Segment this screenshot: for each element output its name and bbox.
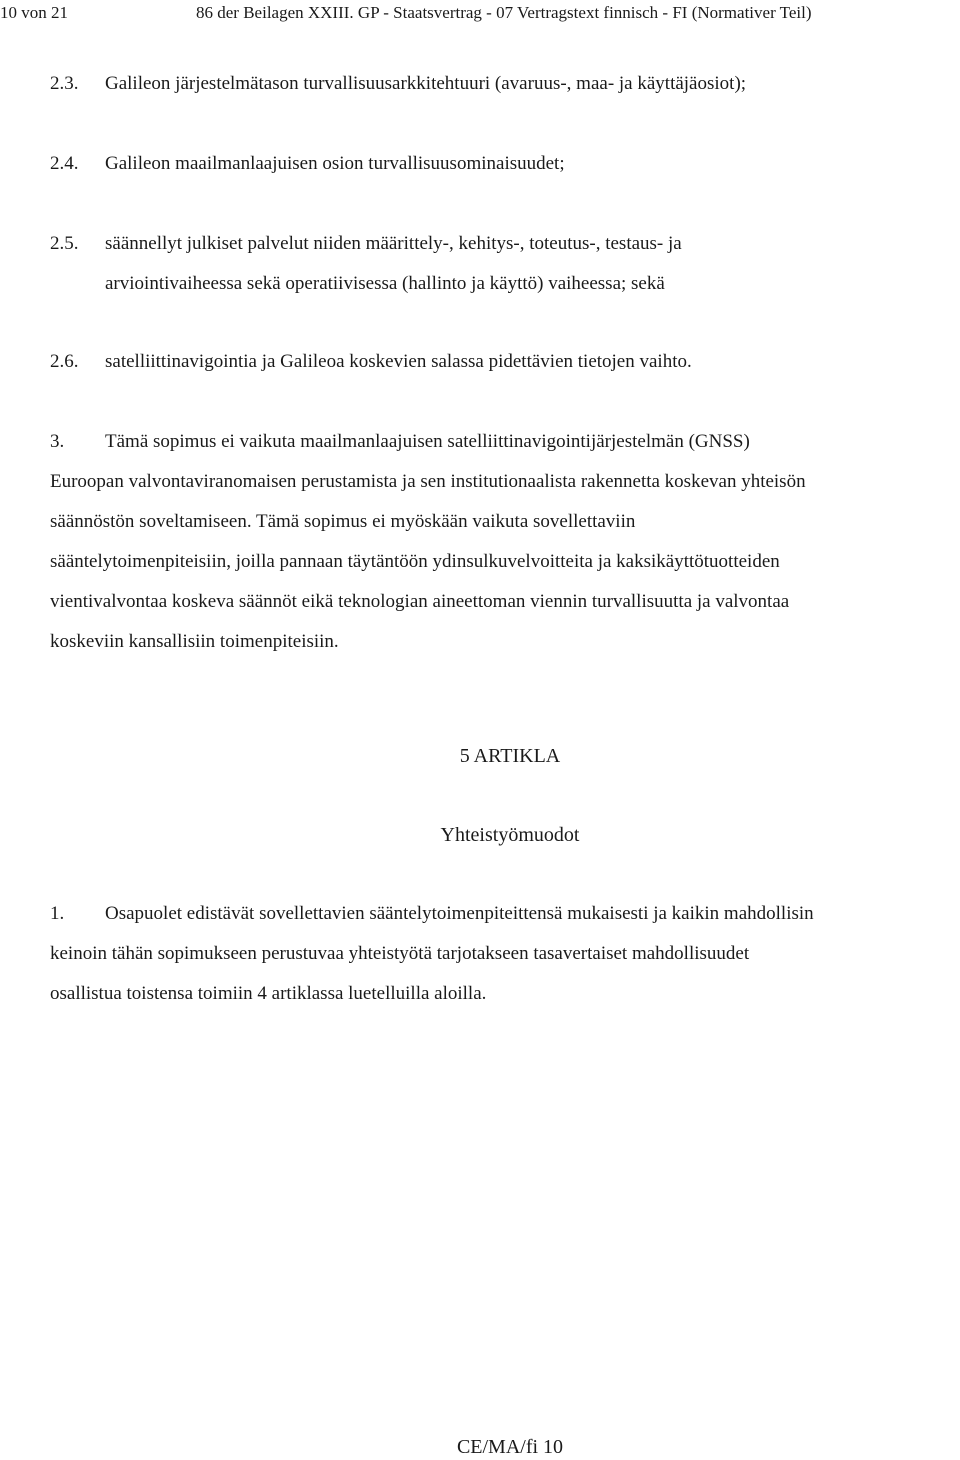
page-header: [0, 2, 960, 24]
item-text: satelliittinavigointia ja Galileoa koskevien salassa pidettävien tietojen vaihto.: [105, 351, 692, 372]
article-subheading: Yhteistyömuodot: [440, 824, 580, 846]
paragraph-line: osallistua toistensa toimiin 4 artiklassa luetelluilla aloilla.: [50, 983, 487, 1004]
list-item: [50, 224, 682, 304]
document-info: 86 der Beilagen XXIII. GP - Staatsvertrag - 07 Vertragstext finnisch - FI (Normativer Teil): [196, 3, 812, 22]
item-number: 2.4.: [50, 153, 79, 174]
paragraph-line: säännöstön soveltamiseen. Tämä sopimus ei myöskään vaikuta sovellettaviin: [50, 511, 636, 532]
paragraph-line: keinoin tähän sopimukseen perustuvaa yhteistyötä tarjotakseen tasavertaiset mahdollisuudet: [50, 943, 750, 964]
paragraph-number: 3.: [50, 431, 65, 452]
list-item: [50, 144, 565, 184]
paragraph-text: Tämä sopimus ei vaikuta maailmanlaajuisen satelliittinavigointijärjestelmän (GNSS): [105, 431, 750, 452]
list-item: [50, 64, 746, 104]
item-text: Galileon maailmanlaajuisen osion turvallisuusominaisuudet;: [105, 153, 565, 174]
paragraph-line: Euroopan valvontaviranomaisen perustamista ja sen institutionaalista rakennetta koskevan yhteisön: [50, 471, 806, 492]
paragraph-line: vientivalvontaa koskeva säännöt eikä teknologian aineettoman viennin turvallisuutta ja valvontaa: [50, 591, 790, 612]
item-number: 2.3.: [50, 73, 79, 94]
item-number: 2.5.: [50, 233, 79, 254]
item-text: arviointivaiheessa sekä operatiivisessa (hallinto ja käyttö) vaiheessa; sekä: [105, 273, 665, 294]
article-paragraph-1: [50, 894, 960, 1014]
paragraph-first-line: [50, 422, 960, 462]
item-text: säännellyt julkiset palvelut niiden määrittely-, kehitys-, toteutus-, testaus- ja: [105, 233, 682, 254]
paragraph-line: koskeviin kansallisiin toimenpiteisiin.: [50, 631, 339, 652]
paragraph-first-line: [50, 894, 960, 934]
page-footer: CE/MA/fi 10: [456, 1436, 564, 1458]
item-text: Galileon järjestelmätason turvallisuusarkkitehtuuri (avaruus-, maa- ja käyttäjäosiot);: [105, 73, 747, 94]
paragraph-text: Osapuolet edistävät sovellettavien sääntelytoimenpiteittensä mukaisesti ja kaikin mahdollisin: [105, 903, 814, 924]
paragraph-line: sääntelytoimenpiteisiin, joilla pannaan täytäntöön ydinsulkuvelvoitteita ja kaksikäyttötuotteiden: [50, 551, 780, 572]
article-heading: 5 ARTIKLA: [459, 745, 561, 767]
list-item: [50, 342, 692, 382]
paragraph-3: [50, 422, 960, 662]
page-count: 10 von 21: [0, 3, 68, 22]
item-number: 2.6.: [50, 351, 79, 372]
paragraph-number: 1.: [50, 903, 65, 924]
